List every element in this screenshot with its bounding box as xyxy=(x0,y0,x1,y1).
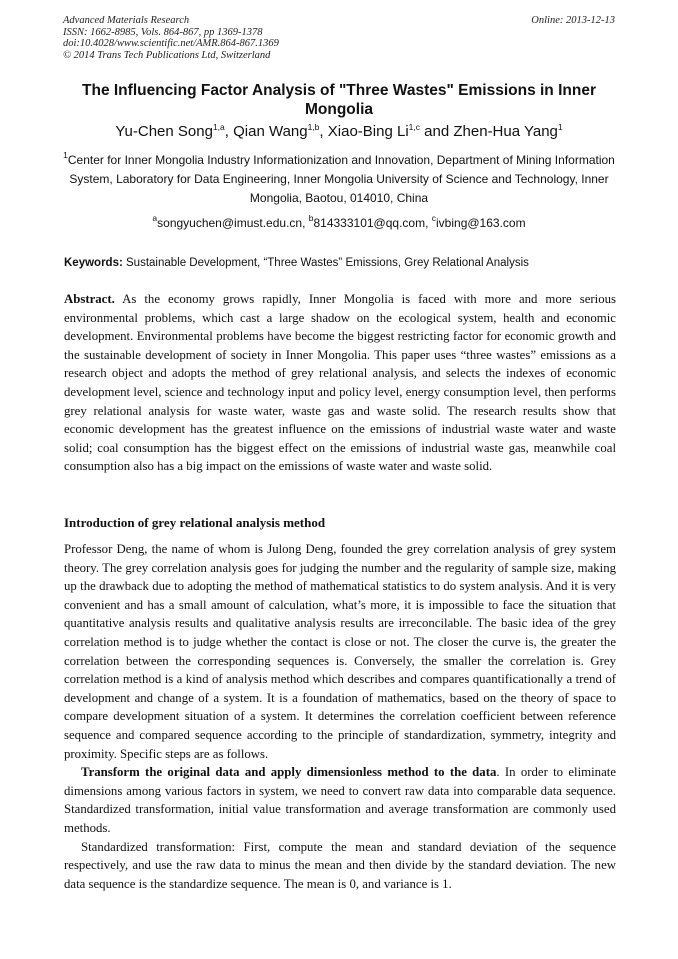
email-mark: a xyxy=(152,213,158,223)
email-address[interactable]: songyuchen@imust.edu.cn xyxy=(157,216,303,230)
copyright-line: © 2014 Trans Tech Publications Ltd, Switzerland xyxy=(63,49,271,61)
affiliation-mark: 1 xyxy=(63,150,68,160)
issn-line: ISSN: 1662-8985, Vols. 864-867, pp 1369-1378 xyxy=(63,26,263,38)
abstract-text: As the economy grows rapidly, Inner Mongolia is faced with more and more serious environmental problems, which cast a large shadow on the ecological system, health and economic development. Environmental problems have become the biggest restricting factor for economic growth and the sustainable development of society in Inner Mongolia. This paper uses “three wastes” emissions as a research object and adopts the method of grey relational analysis, and selects the indexes of economic development level, science and technology input and policy level, energy consumption level, then performs grey relational analysis for waste water, waste gas and waste solid. The research results show that economic development has the greatest influence on the emissions of industrial waste water and waste solid; coal consumption has the biggest effect on the emissions of industrial waste gas, meanwhile coal consumption also has a big impact on the emissions of waste water and waste solid. xyxy=(64,292,616,474)
email-mark: b xyxy=(308,213,314,223)
abstract xyxy=(64,290,616,476)
author-list xyxy=(40,123,638,141)
paper-title: The Influencing Factor Analysis of "Three Wastes" Emissions in Inner Mongolia xyxy=(82,82,596,118)
online-date: Online: 2013-12-13 xyxy=(531,15,615,26)
author-separator: , xyxy=(224,123,234,140)
abstract-label: Abstract. xyxy=(64,292,115,306)
affiliation-text: Center for Inner Mongolia Industry Informationization and Innovation, Department of Mining Information System, Laboratory for Data Engineering, Inner Mongolia University of Science and Technology, Inner Mongolia, Baotou, 014010, China xyxy=(67,153,615,205)
journal-name: Advanced Materials Research xyxy=(63,15,190,26)
author-affiliation-mark: 1,c xyxy=(408,122,420,132)
author-emails xyxy=(62,213,616,230)
journal-header xyxy=(63,15,615,61)
author-separator: , xyxy=(319,123,328,140)
keywords-text: Sustainable Development, “Three Wastes” Emissions, Grey Relational Analysis xyxy=(126,257,529,269)
email-separator: , xyxy=(302,216,309,230)
author-name: Zhen-Hua Yang xyxy=(453,123,558,140)
email-separator: , xyxy=(425,216,432,230)
paragraph-lead: Transform the original data and apply dimensionless method to the data xyxy=(81,765,497,780)
paragraph: Standardized transformation: First, compute the mean and standard deviation of the sequence respectively, and use the raw data to minus the mean and then divide by the standard deviation. The new data sequence is the standardize sequence. The mean is 0, and variance is 1. xyxy=(64,839,616,891)
email-address[interactable]: 814333101@qq.com xyxy=(313,216,426,230)
author-affiliation-mark: 1,a xyxy=(212,122,225,132)
section-heading: Introduction of grey relational analysis method xyxy=(64,515,326,530)
email-mark: c xyxy=(431,213,437,223)
author-affiliation-mark: 1 xyxy=(557,122,563,132)
author-separator: and xyxy=(420,123,454,140)
keywords-label: Keywords: xyxy=(64,257,123,269)
affiliation xyxy=(62,151,616,208)
section-body xyxy=(64,540,616,893)
email-address[interactable]: ivbing@163.com xyxy=(436,216,526,230)
author-affiliation-mark: 1,b xyxy=(307,122,320,132)
paragraph: Professor Deng, the name of whom is Julong Deng, founded the grey correlation analysis of grey system theory. The grey correlation analysis goes for judging the number and the regularity of sample size, making up the drawback due to adopting the method of mathematical statistics to do system analysis. And it is very convenient and has a small amount of calculation, what’s more, it is impossible to face the situation that quantitative analysis results and qualitative analysis results are irreconcilable. The basic idea of the grey correlation method is to judge whether the contact is close or not. The closer the curve is, the greater the correlation between the corresponding sequences is. Conversely, the smaller the correlation is. Grey correlation method is a kind of analysis method which describes and compares quantificationally a trend of development and change of a system. It is a foundation of mathematics, based on the theory of space to compare development situation of a system. It determines the correlation coefficient between reference sequence and compared sequence according to the principle of standardization, symmetry, integrity and proximity. Specific steps are as follows. xyxy=(64,542,616,761)
paragraph xyxy=(64,763,616,837)
author-name: Qian Wang xyxy=(233,123,308,140)
keywords xyxy=(64,256,616,270)
doi-line[interactable]: doi:10.4028/www.scientific.net/AMR.864-867.1369 xyxy=(63,38,279,49)
paragraph-text: . In order to eliminate dimensions among various factors in system, we need to convert raw data into comparable data sequence. Standardized transformation, initial value transformation and average transformation are commonly used methods. xyxy=(64,765,616,835)
author-name: Xiao-Bing Li xyxy=(327,123,409,140)
author-name: Yu-Chen Song xyxy=(115,123,213,140)
